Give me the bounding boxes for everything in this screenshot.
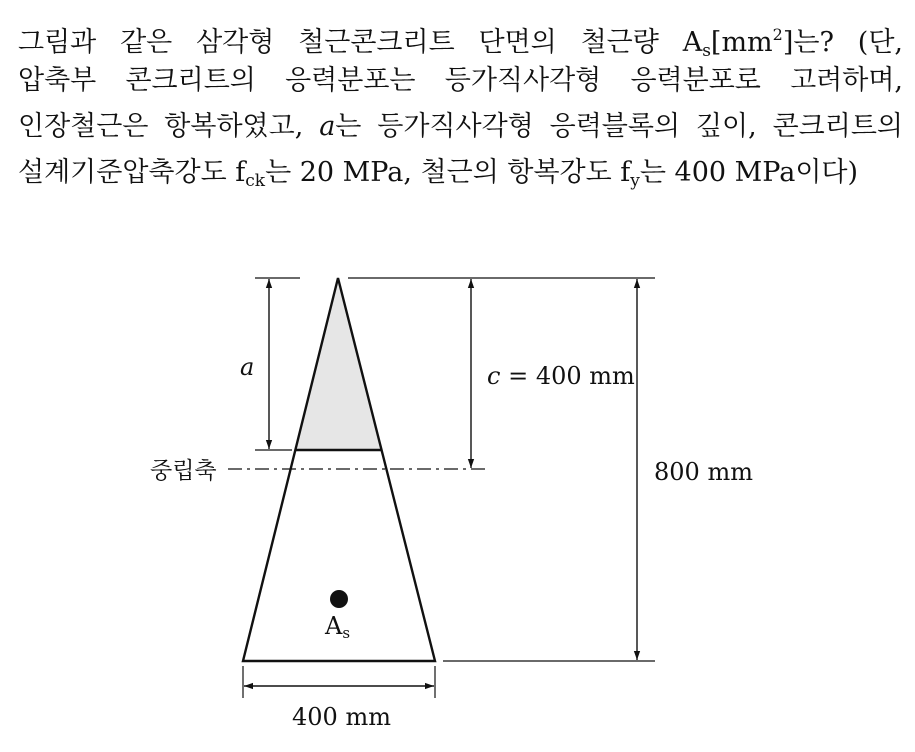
- label-steel-main: A: [325, 612, 343, 640]
- question-line-3: 인장철근은 항복하였고, a는 등가직사각형 응력블록의 깊이, 콘크리트의: [18, 111, 903, 142]
- label-steel: [324, 612, 350, 642]
- question-line-2: 압축부 콘크리트의 응력분포는 등가직사각형 응력분포로 고려하며,: [18, 65, 903, 96]
- label-c-value: = 400 mm: [500, 362, 635, 390]
- question-line-1: 그림과 같은 삼각형 철근콘크리트 단면의 철근량 $A_s[mm^2]$는? (단,: [18, 25, 903, 61]
- stress-block: [296, 278, 381, 450]
- label-c-var: c: [487, 362, 501, 390]
- label-neutral-axis: 중립축: [150, 458, 217, 484]
- label-width: 400 mm: [292, 703, 391, 731]
- question-line-4: 설계기준압축강도 $f_{ck}$는 20 MPa, 철근의 항복강도 $f_y$는 400 MPa이다): [18, 157, 859, 191]
- steel-bar: [330, 590, 348, 608]
- label-height: 800 mm: [654, 458, 753, 486]
- label-a: a: [240, 353, 255, 381]
- label-c: [487, 362, 635, 390]
- label-steel-sub: s: [342, 624, 351, 642]
